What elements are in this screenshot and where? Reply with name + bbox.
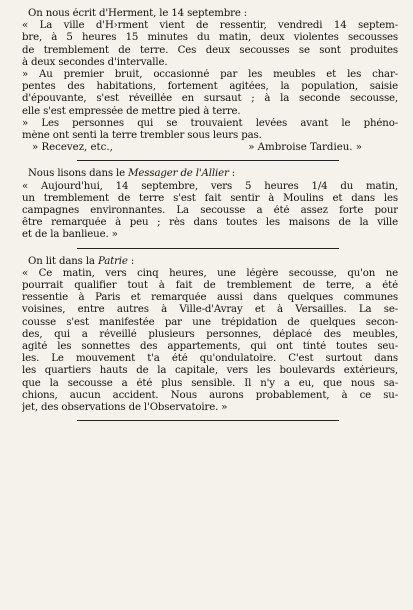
text-line: ressentie à Paris et remarquée aussi dans quelques communes — [22, 292, 398, 304]
text-line: elle s'est empressée de mettre pied à terre. — [22, 105, 241, 117]
text-line: « Ce matin, vers cinq heures, une légère secousse, qu'on ne — [22, 267, 398, 279]
text-line: être remarquée à peu ; rès dans toutes les maisons de la ville — [22, 217, 398, 229]
article-herment — [22, 8, 398, 154]
text-line: de tremblement de terre. Ces deux secousses se sont produites — [22, 44, 398, 56]
intro-suffix: : — [127, 255, 135, 267]
intro-suffix: : — [228, 168, 236, 180]
intro-prefix: On lit dans la — [28, 255, 98, 267]
text-line: les. Le mouvement t'a été qu'ondulatoire. C'est surtout dans — [22, 353, 398, 365]
text-line: pourrait qualifier tout à fait de tremblement de terre, a été — [22, 280, 398, 292]
text-line: à deux secondes d'intervalle. — [22, 56, 168, 68]
article-column — [22, 8, 398, 428]
article-patrie — [22, 256, 398, 415]
text-line: bre, à 5 heures 15 minutes du matin, deux violentes secousses — [22, 32, 398, 44]
text-line: mène ont senti la terre trembler sous leurs pas. — [22, 130, 262, 142]
section-divider — [22, 154, 398, 168]
text-line: campagnes environnantes. La secousse a été assez forte pour — [22, 205, 398, 217]
text-line: et de la banlieue. » — [22, 229, 118, 241]
text-line: « La ville d'H›rment vient de ressentir, vendredi 14 septem- — [22, 20, 398, 32]
text-line: jet, des observations de l'Observatoire. » — [22, 402, 228, 414]
newspaper-source: Messager de l'Allier — [128, 168, 229, 180]
text-line: agité les sonnettes des appartements, qui ont tinté toutes seu- — [22, 341, 398, 353]
section-divider — [22, 414, 398, 428]
signature-line — [22, 142, 398, 154]
text-line: voisines, entre autres à Ville-d'Avray et à Versailles. La se- — [22, 304, 398, 316]
text-line: un tremblement de terre s'est fait sentir à Moulins et dans les — [22, 192, 398, 204]
text-line: cousse s'est manifestée par une trépidation de quelques secon- — [22, 316, 398, 328]
article-intro: On nous écrit d'Herment, le 14 septembre : — [28, 8, 248, 19]
text-line: » Les personnes qui se trouvaient levées avant le phéno- — [22, 117, 398, 129]
text-line: des, qui a réveillé plusieurs personnes, déplacé des meubles, — [22, 328, 398, 340]
closing-salutation: » Recevez, etc., — [32, 142, 113, 154]
text-line: que la secousse a été plus sensible. Il n'y a eu, que nous sa- — [22, 377, 398, 389]
text-line: les quartiers hauts de la capitale, vers les boulevards extérieurs, — [22, 365, 398, 377]
article-messager-allier — [22, 168, 398, 241]
text-line: d'épouvante, s'est réveillée en sursaut ; à la seconde secousse, — [22, 93, 398, 105]
article-intro — [22, 256, 398, 268]
text-line: chions, aucun accident. Nous aurons probablement, à ce su- — [22, 389, 398, 401]
text-line: pentes des habitations, fortement agitées, la population, saisie — [22, 81, 398, 93]
text-line: » Au premier bruit, occasionné par les meubles et les char- — [22, 69, 398, 81]
newspaper-source: Patrie — [97, 255, 128, 267]
section-divider — [22, 242, 398, 256]
article-intro — [22, 168, 398, 180]
signature: » Ambroise Tardieu. » — [248, 142, 362, 154]
text-line: « Aujourd'hui, 14 septembre, vers 5 heures 1/4 du matin, — [22, 180, 398, 192]
intro-prefix: Nous lisons dans le — [28, 168, 129, 180]
